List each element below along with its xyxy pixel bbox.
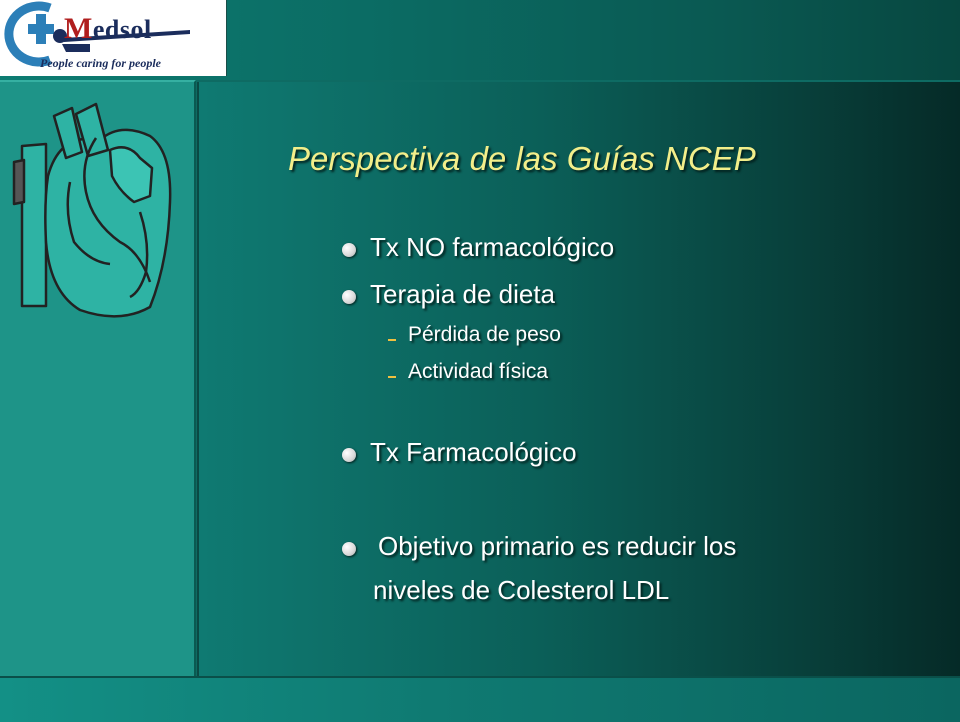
sub-bullet-item: Actividad física: [408, 360, 549, 383]
bottom-band: [0, 676, 960, 722]
left-panel: [0, 80, 196, 676]
bullet-item: Objetivo primario es reducir los: [378, 531, 737, 561]
logo-brand: Medsol: [64, 12, 152, 45]
slide-title: Perspectiva de las Guías NCEP: [288, 140, 756, 177]
bullet-item: Tx Farmacológico: [370, 437, 577, 467]
heart-illustration: [0, 92, 194, 332]
sub-bullet-item: Pérdida de peso: [408, 323, 561, 346]
bullet-item: Terapia de dieta: [370, 279, 556, 309]
medsol-logo: [0, 0, 227, 76]
bullet-item-continued: niveles de Colesterol LDL: [373, 575, 670, 605]
logo-tagline: People caring for people: [40, 56, 161, 70]
bullet-item: Tx NO farmacológico: [370, 232, 615, 262]
